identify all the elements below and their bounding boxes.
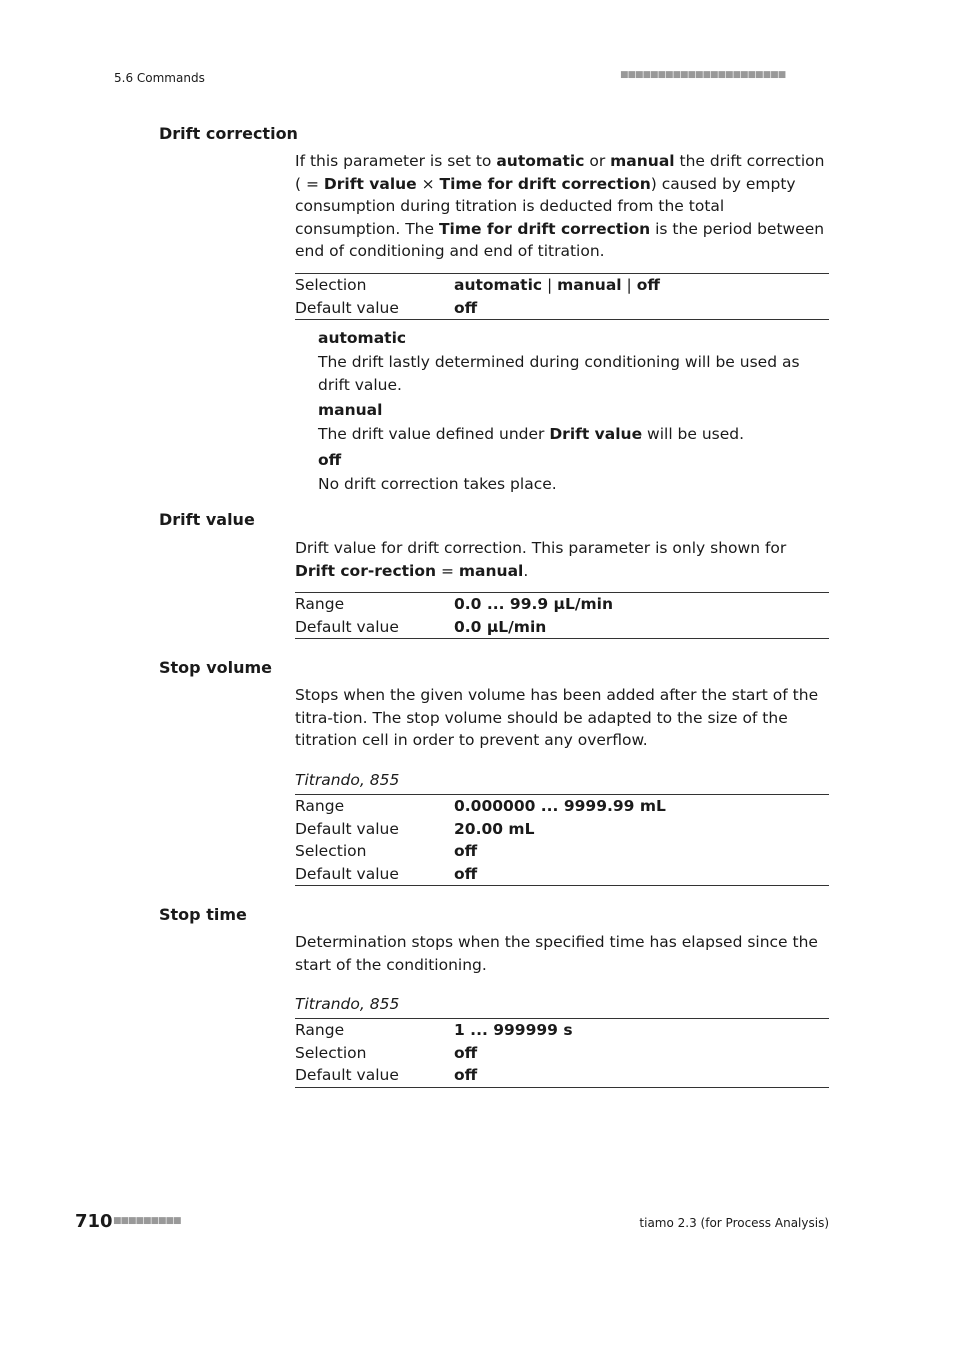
table-row	[295, 840, 829, 863]
drift-correction-description: If this parameter is set to automatic or manual the drift correction ( = Drift value × Time for drift correction) caused by empty consumption during titration is deducted from the total consumption. The Time for drift correction is the period between end of conditioning and end of titration.	[295, 152, 825, 260]
heading-drift-correction: Drift correction	[159, 124, 298, 143]
heading-stop-time: Stop time	[159, 905, 247, 924]
table-row	[295, 1042, 829, 1065]
table-value: 0.0 µL/min	[454, 617, 547, 636]
table-row	[295, 593, 829, 616]
table-row	[295, 274, 829, 297]
table-row	[295, 616, 829, 639]
table-key: Default value	[295, 819, 399, 838]
stop-time-table	[295, 1018, 829, 1088]
stop-volume-description: Stops when the given volume has been added after the start of the titra-tion. The stop volume should be adapted to the size of the titration cell in order to prevent any overflow.	[295, 686, 819, 749]
option-automatic-description: The drift lastly determined during conditioning will be used as drift value.	[318, 353, 800, 394]
table-value: 0.000000 ... 9999.99 mL	[454, 797, 666, 815]
option-manual-name: manual	[318, 401, 383, 419]
option-automatic-name: automatic	[318, 329, 407, 347]
drift-value-table	[295, 592, 829, 639]
drift-value-description: Drift value for drift correction. This parameter is only shown for Drift cor-rection = manual.	[295, 539, 787, 580]
table-row	[295, 1064, 829, 1087]
table-value: 20.00 mL	[454, 819, 535, 838]
table-value: off	[454, 864, 478, 883]
table-value: 1 ... 999999 s	[454, 1021, 573, 1039]
table-row	[295, 818, 829, 841]
footer-product: tiamo 2.3 (for Process Analysis)	[639, 1216, 829, 1230]
table-key: Range	[295, 797, 345, 815]
running-header-section: 5.6 Commands	[114, 71, 205, 85]
table-value: off	[454, 1066, 478, 1084]
table-value: off	[454, 842, 478, 860]
footer-dots: ■■■■■■■■■	[113, 1216, 181, 1226]
table-row	[295, 795, 829, 818]
stop-volume-table	[295, 794, 829, 886]
option-manual-description: The drift value defined under Drift value will be used.	[318, 425, 745, 443]
table-value: automatic | manual | off	[454, 276, 660, 294]
table-key: Default value	[295, 864, 399, 883]
stop-volume-device-label: Titrando, 855	[295, 771, 400, 789]
stop-time-description: Determination stops when the specified time has elapsed since the start of the conditioning.	[295, 933, 818, 974]
table-row	[295, 863, 829, 886]
option-off-description: No drift correction takes place.	[318, 475, 557, 493]
table-key: Default value	[295, 298, 399, 317]
heading-stop-volume: Stop volume	[159, 658, 273, 677]
table-key: Range	[295, 1021, 345, 1039]
table-value: 0.0 ... 99.9 µL/min	[454, 595, 613, 613]
table-key: Default value	[295, 617, 399, 636]
running-header-dots: ■■■■■■■■■■■■■■■■■■■■■■	[620, 70, 786, 80]
page-number: 710	[75, 1211, 113, 1232]
table-key: Selection	[295, 842, 367, 860]
table-key: Range	[295, 595, 345, 613]
table-row	[295, 297, 829, 320]
table-value: off	[454, 1043, 478, 1062]
stop-time-device-label: Titrando, 855	[295, 995, 400, 1013]
table-row	[295, 1019, 829, 1042]
table-key: Selection	[295, 1043, 367, 1062]
table-key: Selection	[295, 276, 367, 294]
drift-correction-table	[295, 273, 829, 320]
table-value: off	[454, 298, 478, 317]
table-key: Default value	[295, 1066, 399, 1084]
option-off-name: off	[318, 451, 342, 469]
heading-drift-value: Drift value	[159, 510, 255, 529]
